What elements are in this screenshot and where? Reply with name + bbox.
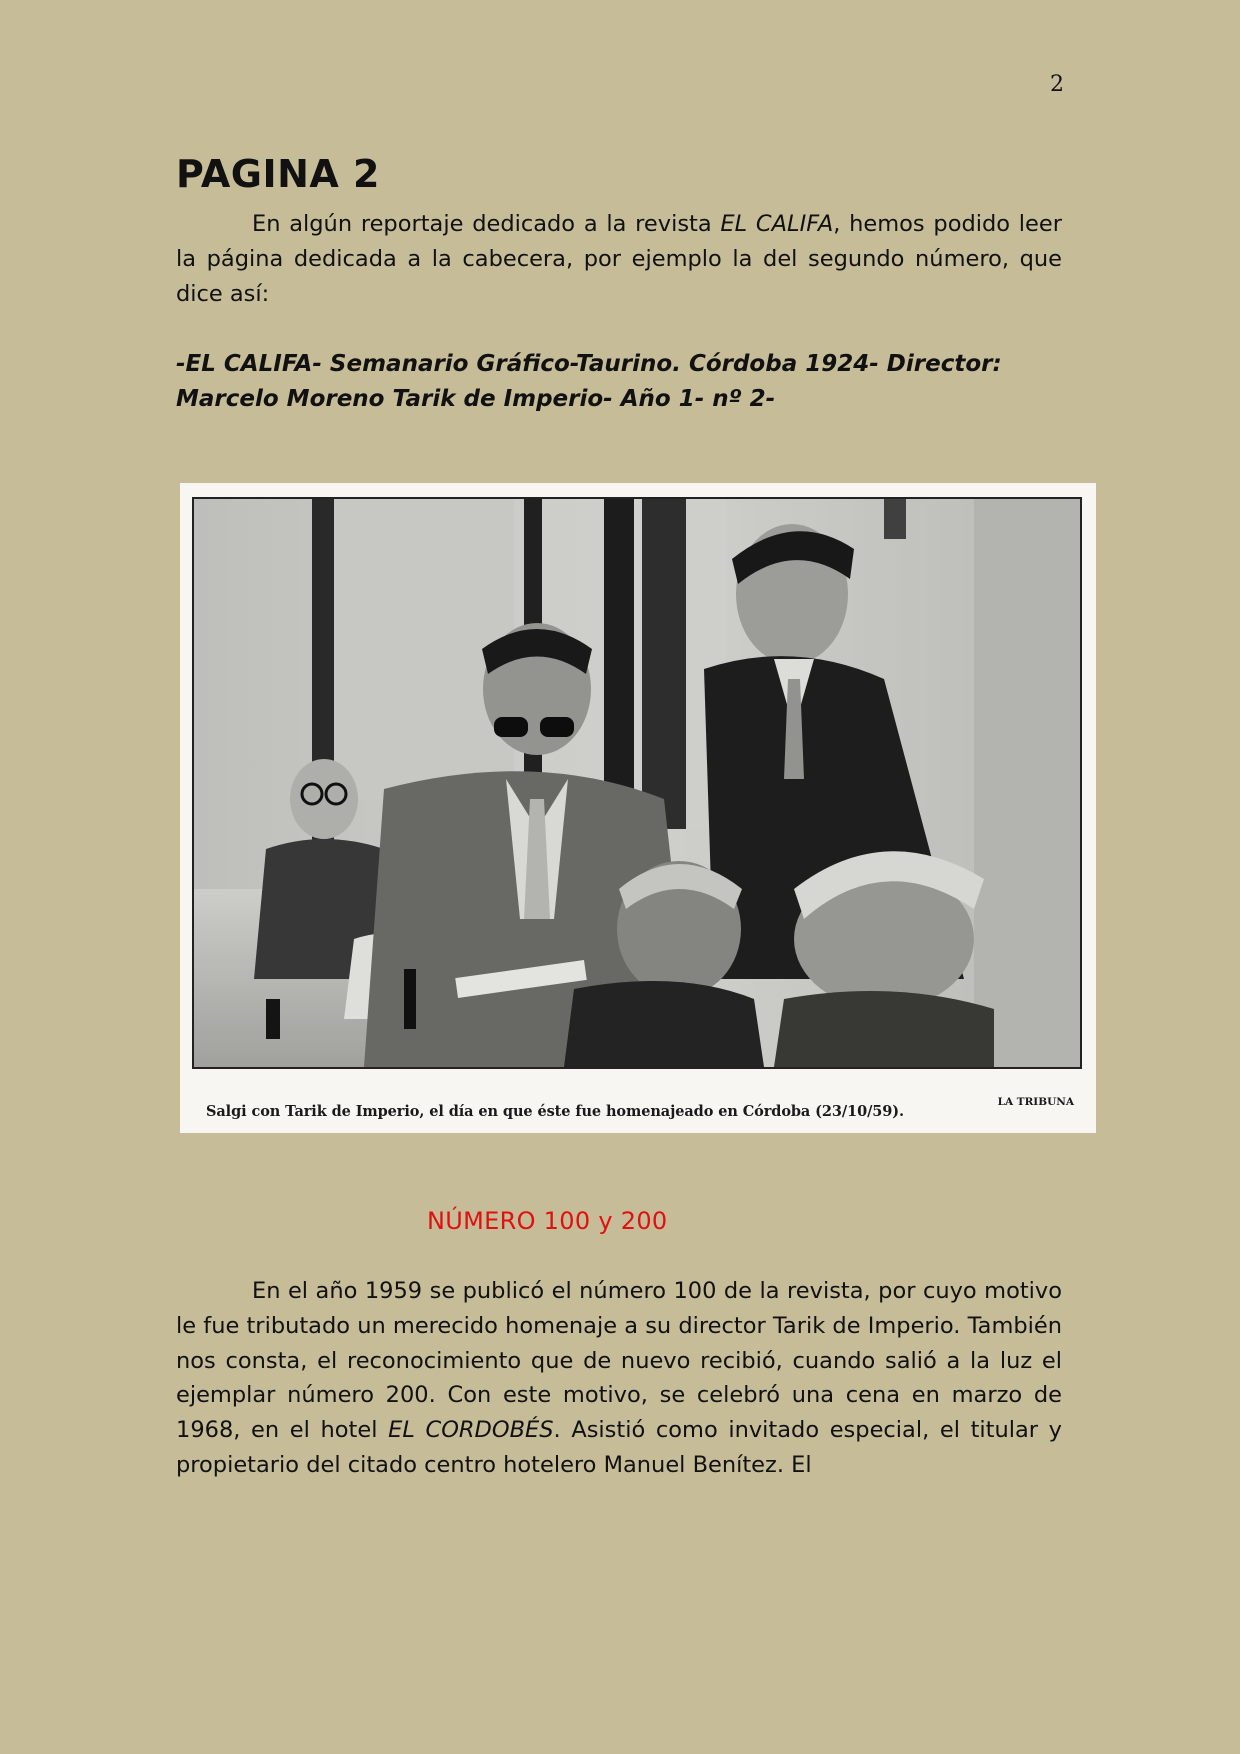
page-title: PAGINA 2	[176, 152, 380, 196]
magazine-name: EL CALIFA	[720, 211, 834, 237]
section-paragraph	[176, 1274, 1062, 1483]
hotel-name: EL CORDOBÉS	[388, 1417, 554, 1444]
photo-credit: LA TRIBUNA	[997, 1096, 1074, 1108]
photograph	[192, 497, 1082, 1069]
section-text-start: En el año 1959 se publicó el número 100 de la revista, por cuyo motivo le fue tributado un merecido homenaje a su director Tarik de Imperio. También nos consta, el reconocimiento que de nuevo recibió, cuando salió a la luz el ejemplar número 200. Con este motivo, se celebró una cena en marzo de 1968, en el hotel	[176, 1278, 1062, 1444]
photograph-image	[194, 499, 1080, 1067]
section-heading: NÚMERO 100 y 200	[427, 1207, 668, 1235]
masthead-quote	[176, 347, 1076, 417]
masthead-quote-line-2: Marcelo Moreno Tarik de Imperio- Año 1- nº 2-	[176, 385, 776, 412]
page-number: 2	[1050, 72, 1064, 97]
photo-caption: Salgi con Tarik de Imperio, el día en que éste fue homenajeado en Córdoba (23/10/59).	[206, 1103, 904, 1120]
masthead-quote-line-1: -EL CALIFA- Semanario Gráfico-Taurino. Córdoba 1924- Director:	[176, 351, 1002, 377]
intro-text-end: , hemos podido leer la página dedicada a la cabecera, por ejemplo la del segundo número, que dice así:	[176, 211, 1062, 307]
intro-paragraph	[176, 207, 1062, 311]
newspaper-clipping	[180, 483, 1096, 1133]
intro-text-start: En algún reportaje dedicado a la revista	[252, 211, 721, 237]
section-text-end: . Asistió como invitado especial, el titular y propietario del citado centro hotelero Manuel Benítez. El	[176, 1417, 1062, 1478]
